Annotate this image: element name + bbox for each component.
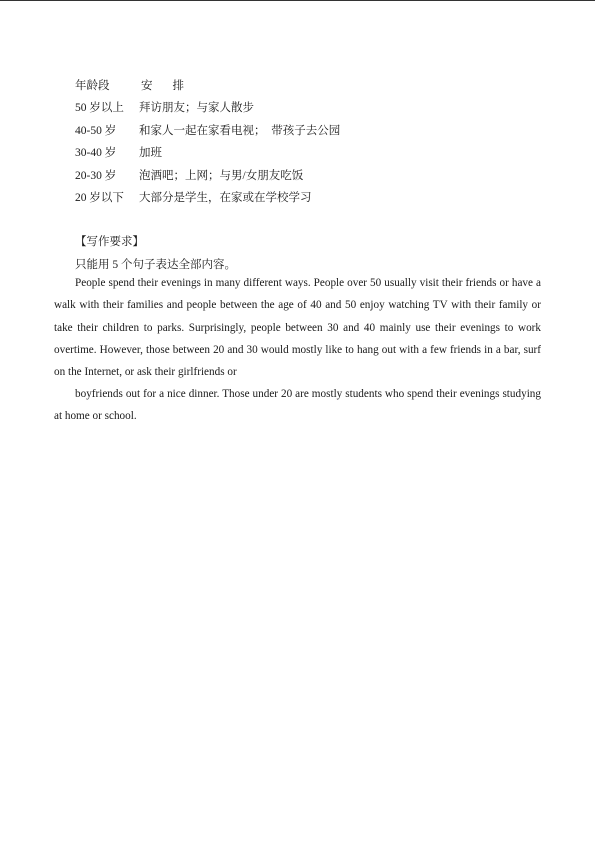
plan-cell: 大部分是学生，在家或在学校学习	[139, 192, 312, 204]
age-cell: 50 岁以上	[75, 102, 124, 114]
plan-cell: 和家人一起在家看电视； 带孩子去公园	[139, 124, 341, 137]
age-column-header: 年龄段	[75, 79, 110, 92]
plan-cell: 加班	[139, 147, 162, 159]
age-plan-table	[75, 75, 535, 210]
essay-paragraph-2: boyfriends out for a nice dinner. Those under 20 are mostly students who spend their evenings studying at home or school.	[54, 388, 541, 423]
age-cell: 30-40 岁	[75, 147, 117, 159]
requirements-title: 【写作要求】	[75, 236, 144, 248]
essay-paragraph-1: People spend their evenings in many different ways. People over 50 usually visit their friends or have a walk with their families and people between the age of 40 and 50 enjoy watching TV with their family or take their children to parks. Surprisingly, people between 30 and 40 mainly use their evenings to work overtime. However, those between 20 and 30 would mostly like to hang out with a few friends in a bar, surf on the Internet, or ask their girlfriends or	[54, 277, 541, 379]
requirements-text: 只能用 5 个句子表达全部内容。	[75, 259, 236, 271]
table-header-row	[75, 75, 535, 98]
table-row	[75, 188, 535, 211]
age-cell: 40-50 岁	[75, 124, 117, 137]
plan-cell: 泡酒吧；上网；与男/女朋友吃饭	[139, 169, 304, 182]
table-row	[75, 98, 535, 121]
age-cell: 20-30 岁	[75, 169, 117, 182]
top-border-line	[0, 0, 595, 1]
plan-column-header: 安排	[141, 79, 204, 92]
table-row	[75, 143, 535, 166]
plan-cell: 拜访朋友；与家人散步	[139, 102, 254, 114]
table-row	[75, 165, 535, 188]
age-cell: 20 岁以下	[75, 192, 124, 204]
table-row	[75, 120, 535, 143]
